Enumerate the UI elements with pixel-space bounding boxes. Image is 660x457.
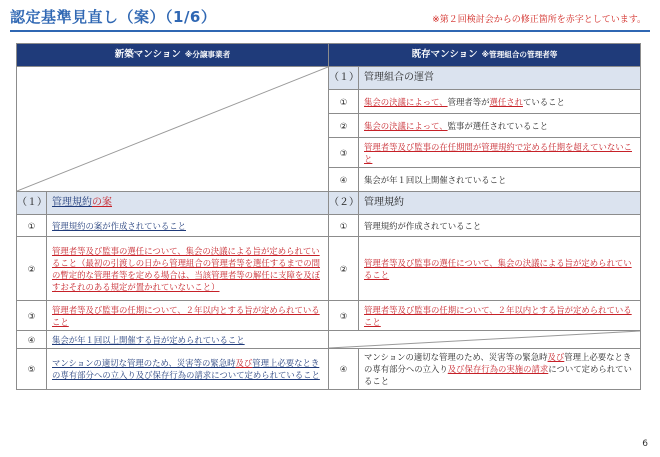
right_section1_items.2.parts-segment: 管理者等及び監事の在任期間が管理規約で定める任期を超えていないこと [364, 141, 632, 164]
right_section1_items.1.parts-segment: 集会の決議によって、 [364, 120, 448, 131]
header-new-mansion [17, 44, 329, 67]
header-new-main: 新築マンション [114, 49, 181, 60]
right_section1_items.0.parts-segment: ていること [522, 96, 565, 107]
page-title: 認定基準見直し（案）（1/6） [10, 8, 217, 26]
table-row [17, 215, 641, 237]
header-existing-mansion [329, 44, 641, 67]
rows.4.rparts-segment: 及び [547, 352, 565, 362]
section-number: （１） [329, 67, 359, 90]
rows.1.lparts-segment: 管理者等及び監事の選任について、集会の決議による旨が定められていること（最初の引渡しの日から管理組合の管理者等を選任するまでの間の暫定的な管理者等を定める場合は、当該管理者等の解任に支障を及ぼすおそれのある規定が置かれていないこと） [52, 245, 320, 292]
page-number: 6 [642, 439, 648, 449]
item-text [359, 168, 641, 192]
item-number: ③ [329, 138, 359, 168]
rows.4.rparts-segment: マンションの適切な管理のため、災害等の緊急時 [364, 352, 548, 362]
section-label: 管理組合の運営 [359, 67, 641, 90]
title-underline [10, 30, 650, 32]
section-label-part: 管理規約 [52, 197, 92, 208]
rows.1.rparts-segment: 管理者等及び監事の選任について、集会の決議による旨が定められていること [364, 257, 632, 280]
item-number: ② [329, 114, 359, 138]
diagonal-line [17, 67, 328, 191]
rows.4.rparts-segment: 管理上必要なときの専有部分への立入り [364, 352, 632, 374]
item-number: ① [17, 215, 47, 237]
left-blank-cell [17, 67, 329, 192]
item-text [359, 349, 641, 390]
diagonal-slash [329, 331, 640, 348]
right_section1_items.0.parts-segment: 集会の決議によって、 [364, 96, 448, 107]
right_section1_items.0.parts-segment: 選任され [489, 96, 523, 107]
item-text [47, 215, 329, 237]
rows.4.lparts-segment: 及び [235, 358, 253, 368]
rows.4.rparts-segment: 及び保存行為の実施の請求 [447, 364, 549, 374]
item-number: ④ [329, 349, 359, 390]
item-text [47, 331, 329, 349]
item-text [359, 237, 641, 301]
table-row [17, 301, 641, 331]
section-number: （２） [329, 192, 359, 215]
header-new-sub: ※分譲事業者 [184, 50, 231, 59]
item-number: ① [329, 90, 359, 114]
rows.0.lparts-segment: 管理規約の案が作成されていること [52, 220, 186, 231]
header-existing-sub: ※管理組合の管理者等 [481, 50, 558, 59]
item-text [359, 215, 641, 237]
item-text [47, 349, 329, 390]
header-existing-main: 既存マンション [411, 49, 478, 60]
rows.4.rparts-segment: について定められていること [364, 364, 632, 386]
item-text [47, 301, 329, 331]
revision-note: ※第２回検討会からの修正箇所を赤字としています。 [432, 15, 646, 25]
right_section1_items.1.parts-segment: 監事が選任されていること [447, 120, 549, 131]
diagonal-slash [17, 67, 328, 191]
right-blank-cell [329, 331, 641, 349]
rows.4.lparts-segment: 管理上必要なときの専有部分への立入り及び保存行為の請求について定められていること [52, 358, 320, 380]
right_section1_items.3.parts-segment: 集会が年１回以上開催されていること [364, 174, 507, 185]
item-text [47, 237, 329, 301]
item-text [359, 90, 641, 114]
item-number: ④ [17, 331, 47, 349]
table-row [17, 331, 641, 349]
section-number: （１） [17, 192, 47, 215]
comparison-table [16, 43, 641, 390]
rows.2.lparts-segment: 管理者等及び監事の任期について、２年以内とする旨が定められていること [52, 304, 320, 327]
table-row [17, 237, 641, 301]
item-text [359, 138, 641, 168]
item-number: ① [329, 215, 359, 237]
item-number: ② [329, 237, 359, 301]
diagonal-line [329, 331, 640, 348]
section-label [47, 192, 329, 215]
item-number: ③ [17, 301, 47, 331]
rows.3.lparts-segment: 集会が年１回以上開催する旨が定められていること [52, 334, 245, 345]
section-row [17, 67, 641, 90]
rows.0.rparts-segment: 管理規約が作成されていること [364, 220, 482, 231]
section-row [17, 192, 641, 215]
section-label: 管理規約 [359, 192, 641, 215]
table-row [17, 349, 641, 390]
item-text [359, 114, 641, 138]
item-number: ② [17, 237, 47, 301]
section-label-part: の案 [92, 197, 112, 208]
item-number: ⑤ [17, 349, 47, 390]
rows.2.rparts-segment: 管理者等及び監事の任期について、２年以内とする旨が定められていること [364, 304, 632, 327]
right_section1_items.0.parts-segment: 管理者等が [447, 96, 490, 107]
rows.4.lparts-segment: マンションの適切な管理のため、災害等の緊急時 [52, 358, 236, 368]
item-number: ④ [329, 168, 359, 192]
item-number: ③ [329, 301, 359, 331]
item-text [359, 301, 641, 331]
